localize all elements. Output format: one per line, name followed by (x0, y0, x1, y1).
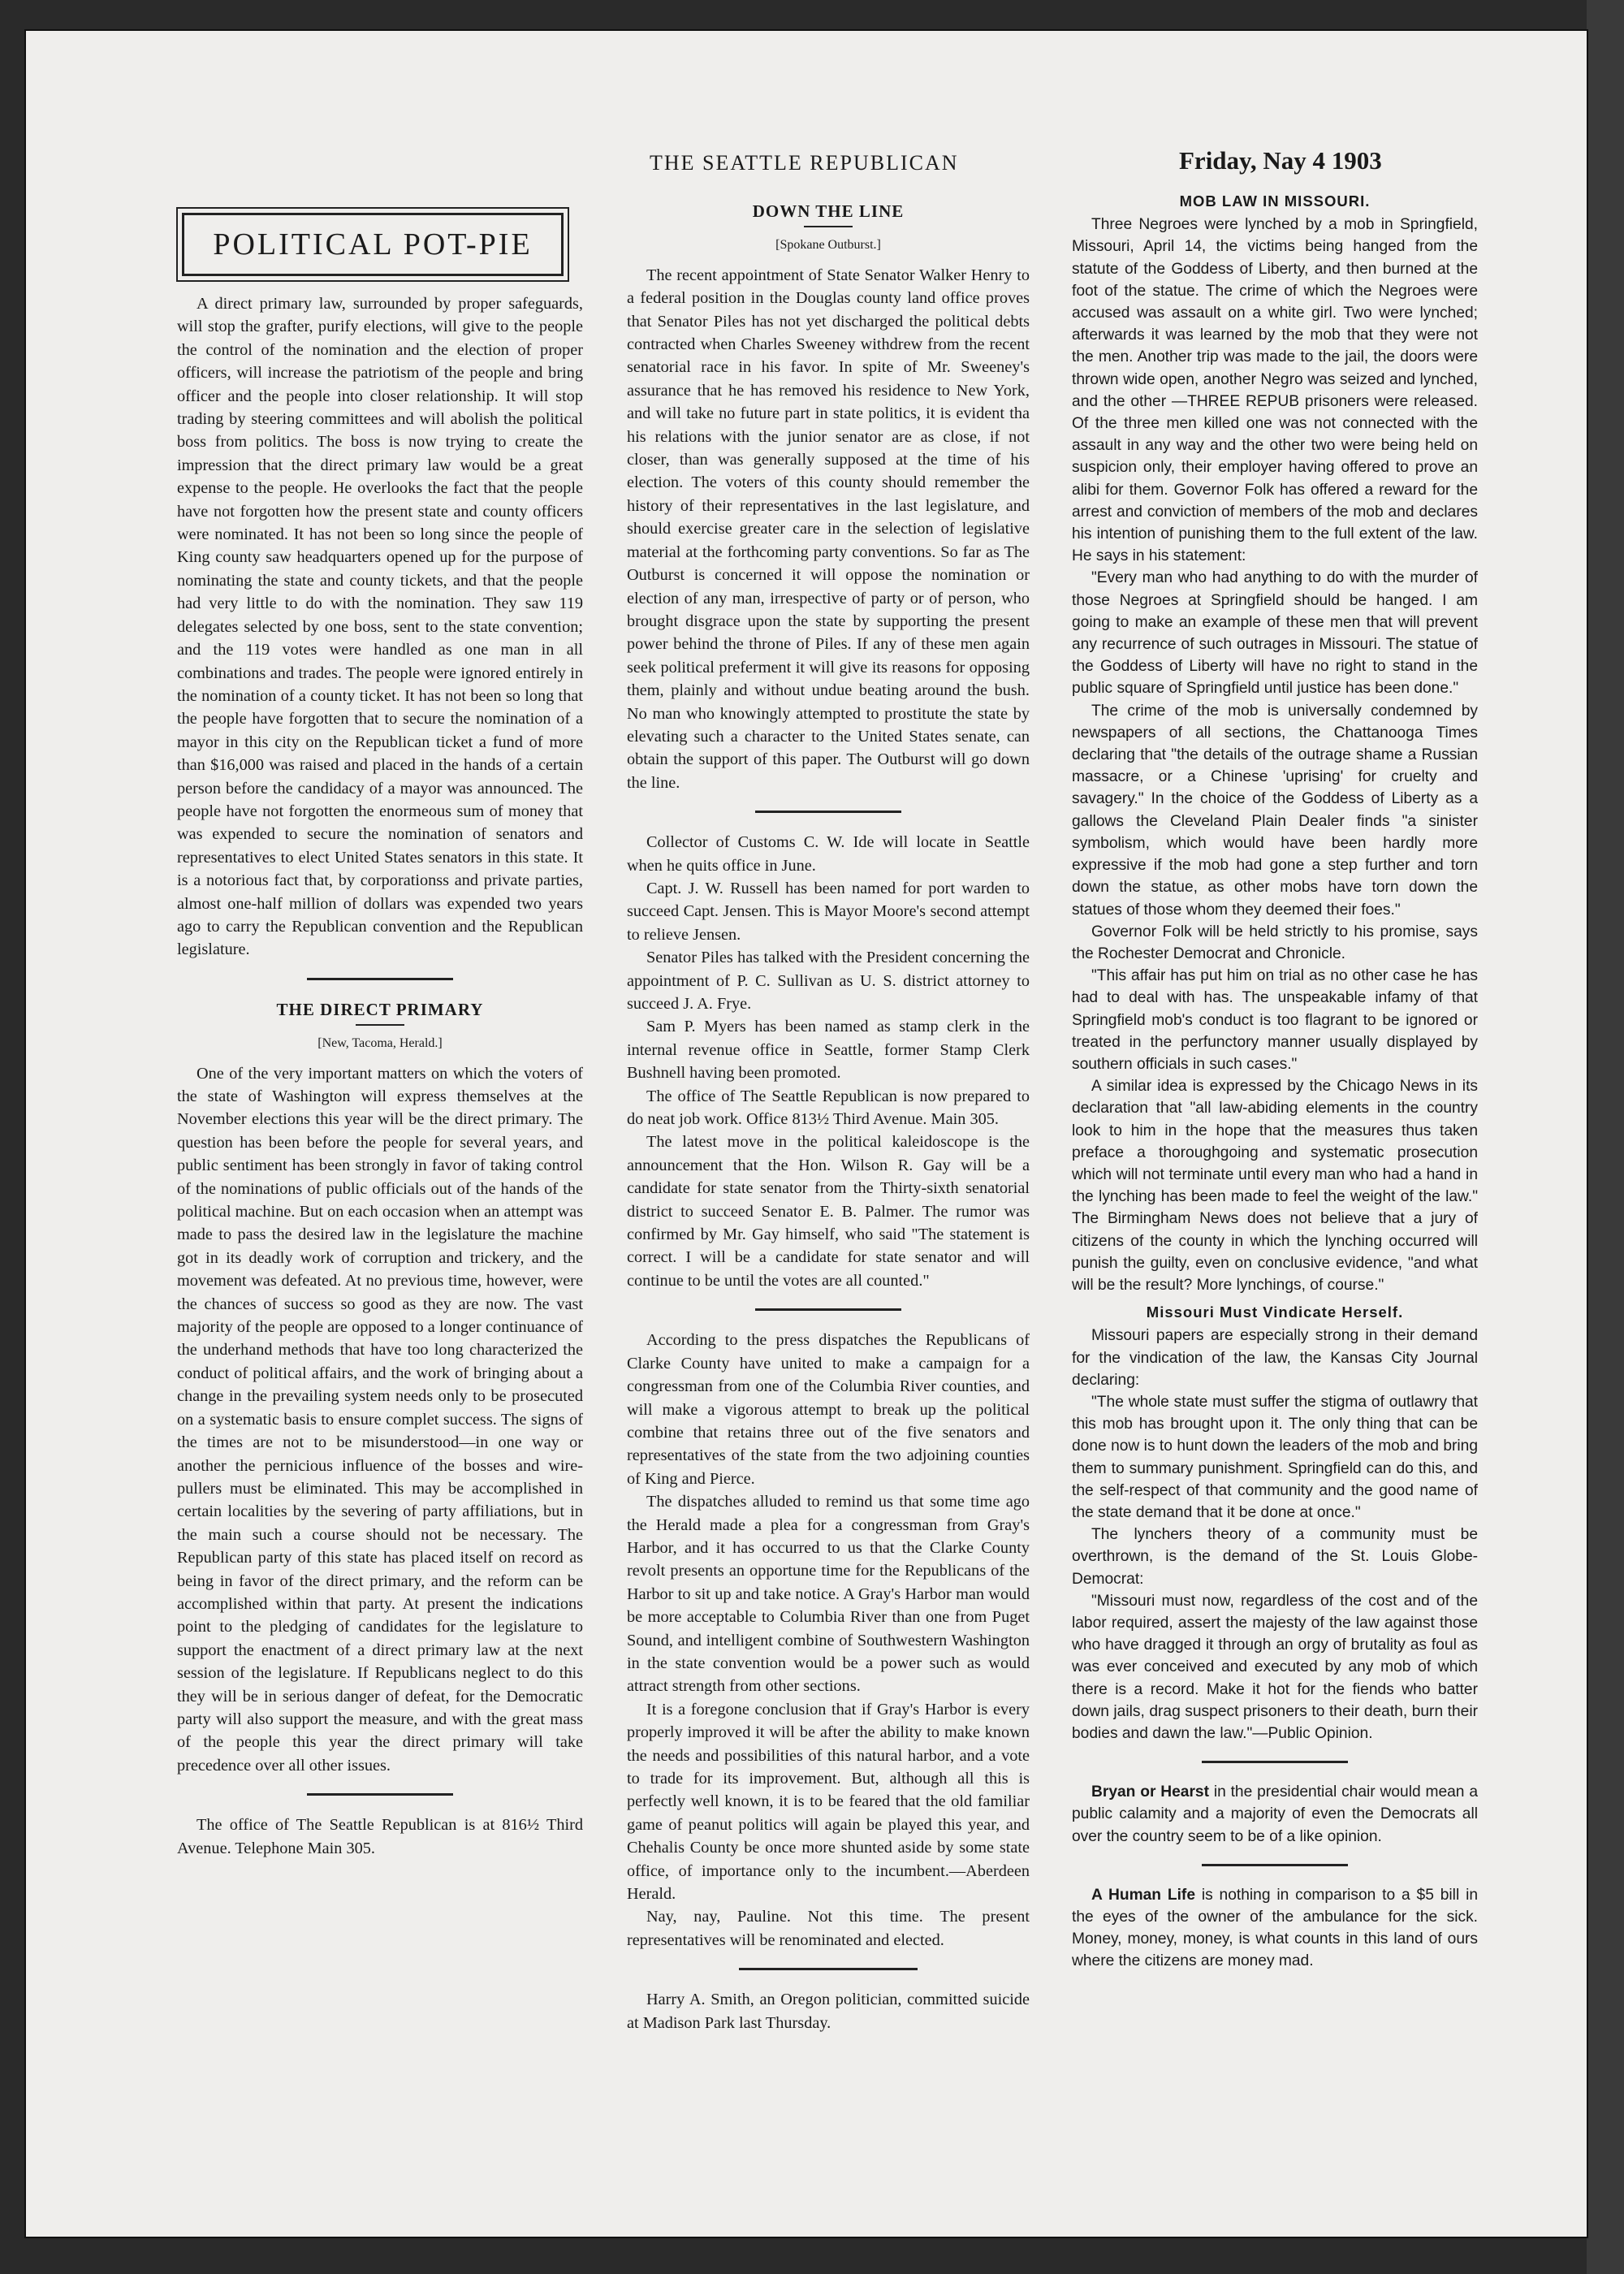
article-paragraph: A similar idea is expressed by the Chicago News in its declaration that "all law-abiding elements in the country look to him in the hope that the measures thus taken preface a thoroughgoing and systematic prosecution which will not terminate until every man who had a hand in the lynching has been made to feel the weight of the law." The Birmingham News does not believe that a jury of citizens of the county in which the lynching occurred will punish the guilty, even on conclusive evidence, "and what will be the result? More lynchings, of course." (1072, 1078, 1478, 1294)
divider (1202, 1864, 1348, 1866)
divider (356, 1024, 404, 1026)
column-1 (177, 195, 583, 1860)
news-item: The office of The Seattle Republican is now prepared to do neat job work. Office 813½ Third Avenue. Main 305. (627, 1087, 1030, 1129)
article-paragraph: "This affair has put him on trial as no other case he has had to deal with has. The unspeakable infamy of that Springfield mob's conduct is too flagrant to be ignored or treated in the perfunctory manner usually displayed by southern officials in such cases." (1072, 967, 1478, 1073)
article-paragraph: "The whole state must suffer the stigma of outlawry that this mob has brought upon it. The only thing that can be done now is to hunt down the leaders of the mob and bring them to summary punishment. Springfield can do this, and the self-respect of that community and the good name of the state demand that it be done at once." (1072, 1393, 1478, 1521)
article-paragraph: Three Negroes were lynched by a mob in Springfield, Missouri, April 14, the victims being hanged from the statute of the Goddess of Liberty, and then burned at the foot of the statue. The crime of which the Negroes were accused was assault on a white girl. Two were lynched; afterwards it was learned by the mob that they were not the men. Another trip was made to the jail, the doors were thrown wide open, another Negro was seized and lynched, and the other —THREE REPUB prisoners were released. Of the three men killed one was not connected with the assault in any way and the other two were being held on suspicion only, their employer having offered to prove an alibi for them. Governor Folk has offered a reward for the arrest and conviction of members of the mob and declares his intention of punishing them to the full extent of the law. He says in his statement: (1072, 216, 1478, 565)
article-body: One of the very important matters on which the voters of the state of Washington will express themselves at the November elections this year will be the direct primary. The question has been before the people for several years, and public sentiment has been strongly in favor of taking control of the nominations of public officials out of the hands of the political machine. But on each occasion when an attempt was made to pass the desired law in the legislature the machine got in its deadly work of corruption and trickery, and the movement was defeated. At no previous time, however, were the chances of success so good as they are now. The vast majority of the people are opposed to a longer continuance of the underhand methods that have too long characterized the conduct of political affairs, and the work of bringing about a change in the prevailing system needs only to be prosecuted on a systematic basis to ensure complet success. The signs of the times are not to be misunderstood—in one way or another the pernicious influence of the bosses and wire-pullers must be eliminated. This may be accomplished in certain localities by the severing of party affiliations, but in the main such a course should not be necessary. The Republican party of this state has placed itself on record as being in favor of the direct primary, and the reform can be accomplished within that party. At present the indications point to the pledging of candidates for the legislature to support the enactment of a direct primary law at the next session of the legislature. If Republicans neglect to do this they will be in serious danger of defeat, for the Democratic party will also support the measure, and with the great mass of the people this year the direct primary will take precedence over all other issues. (177, 1064, 583, 1775)
masthead-title: THE SEATTLE REPUBLICAN (650, 151, 959, 175)
article-headline: THE DIRECT PRIMARY (276, 999, 484, 1019)
article-paragraph: Governor Folk will be held strictly to his promise, says the Rochester Democrat and Chronicle. (1072, 923, 1478, 962)
divider (739, 1968, 918, 1970)
editorial-text: is nothing in comparison to a $5 bill in the eyes of the owner of the ambulance for the sick. Money, money, money, is what counts in this land of ours where the citizens are money mad. (1072, 1886, 1478, 1970)
divider (307, 978, 453, 980)
news-item: Nay, nay, Pauline. Not this time. The present representatives will be renominated and elected. (627, 1908, 1030, 1949)
article-headline: DOWN THE LINE (752, 201, 905, 221)
divider (307, 1793, 453, 1796)
office-notice: The office of The Seattle Republican is at 816½ Third Avenue. Telephone Main 305. (177, 1816, 583, 1857)
column-2 (627, 195, 1030, 2034)
divider (755, 811, 901, 813)
news-item: According to the press dispatches the Republicans of Clarke County have united to make a campaign for a congressman from one of the Columbia River counties, and will make a vigorous attempt to break up the political combine that retains three out of the five senators and representatives of the state from the two adjoining counties of King and Pierce. (627, 1331, 1030, 1488)
news-item: Collector of Customs C. W. Ide will locate in Seattle when he quits office in June. (627, 833, 1030, 875)
news-item: Capt. J. W. Russell has been named for port warden to succeed Capt. Jensen. This is Mayor Moore's second attempt to relieve Jensen. (627, 879, 1030, 944)
editorial-lead: A Human Life (1091, 1886, 1195, 1904)
article-paragraph: "Every man who had anything to do with the murder of those Negroes at Springfield should be hanged. I am going to make an example of these men that will prevent any recurrence of such outrages in Missouri. The statue of the Goddess of Liberty will have no right to stand in the public square of Springfield until justice has been done." (1072, 569, 1478, 698)
news-item: Harry A. Smith, an Oregon politician, committed suicide at Madison Park last Thursday. (627, 1991, 1030, 2032)
article-source: [Spokane Outburst.] (775, 238, 881, 253)
masthead-date: Friday, Nay 4 1903 (1179, 146, 1382, 175)
divider (1202, 1761, 1348, 1763)
news-item: Senator Piles has talked with the President concerning the appointment of P. C. Sullivan as U. S. district attorney to succeed J. A. Frye. (627, 949, 1030, 1013)
divider (755, 1308, 901, 1311)
column-3 (1072, 185, 1478, 1973)
news-item: Sam P. Myers has been named as stamp clerk in the internal revenue office in Seattle, former Stamp Clerk Bushnell having been promoted. (627, 1018, 1030, 1083)
scan-edge (1587, 0, 1624, 2274)
editorial-item (1072, 1884, 1478, 1973)
article-body: The recent appointment of State Senator Walker Henry to a federal position in the Douglas county land office proves that Senator Piles has not yet discharged the political debts contracted when Charles Sweeney withdrew from the recent senatorial race in his favor. In spite of Mr. Sweeney's assurance that he has removed his residence to New York, and will take no future part in state politics, it is evident tha his relations with the junior senator are as close, if not closer, than was generally supposed at the time of his election. The voters of this county should remember the history of their representatives in the last legislature, and should exercise greater care in the selection of legislative material at the forthcoming party conventions. So far as The Outburst is concerned it will oppose the nomination or election of any man, irrespective of party or of person, who brought disgrace upon the state by supporting the present power behind the throne of Piles. If any of these men again seek political preferment it will give its reasons for opposing them, plainly and without undue beating around the bush. No man who knowingly attempted to prostitute the state by elevating such a character to the United States senate, can obtain the support of this paper. The Outburst will go down the line. (627, 266, 1030, 792)
article-paragraph: The crime of the mob is universally condemned by newspapers of all sections, the Chattanooga Times declaring that "the details of the outrage shame a Russian massacre, or a Chinese 'uprising' for cruelty and savagery." In the choice of the Goddess of Liberty as a gallows the Cleveland Plain Dealer finds "a sinister symbolism, which would have been hardly more expressive if the mob had gone a step further and torn down the statue, as other mobs have torn down the statues of those whom they deemed their foes." (1072, 702, 1478, 919)
divider (804, 226, 853, 227)
article-subheadline: Missouri Must Vindicate Herself. (1146, 1303, 1404, 1321)
article-source: [New, Tacoma, Herald.] (317, 1036, 443, 1051)
article-paragraph: Missouri papers are especially strong in their demand for the vindication of the law, the Kansas City Journal declaring: (1072, 1327, 1478, 1389)
article-paragraph: The lynchers theory of a community must be overthrown, is the demand of the St. Louis Globe-Democrat: (1072, 1526, 1478, 1588)
news-item: It is a foregone conclusion that if Gray's Harbor is every properly improved it will be after the ability to make known the needs and possibilities of this natural harbor, and a vote to trade for its improvement. But, although all this is perfectly well known, it is to be feared that the old familiar game of peanut politics will again be played this year, and Chehalis County be once more shunted aside by some state office, of importance only to the incumbent.—Aberdeen Herald. (627, 1700, 1030, 1904)
news-item: The latest move in the political kaleidoscope is the announcement that the Hon. Wilson R. Gay will be a candidate for state senator from the Thirty-sixth senatorial district to succeed Senator E. B. Palmer. The rumor was confirmed by Mr. Gay himself, who said "The statement is correct. I will be a candidate for state senator and will continue to be until the votes are all counted." (627, 1133, 1030, 1290)
news-item: The dispatches alluded to remind us that some time ago the Herald made a plea for a congressman from Gray's Harbor, and it has occurred to us that the Clarke County revolt presents an opportune time for the Republicans of the Harbor to sit up and take notice. A Gray's Harbor man would be more acceptable to Columbia River than one from Puget Sound, and intelligent combine of Southwestern Washington in the state convention would be a power such as would attract strength from other sections. (627, 1493, 1030, 1696)
editorial-text: in the presidential chair would mean a public calamity and a majority of even the Democrats all over the country seem to be of a like opinion. (1072, 1783, 1478, 1845)
section-banner: POLITICAL POT-PIE (182, 213, 564, 276)
editorial-lead: Bryan or Hearst (1091, 1783, 1209, 1801)
article-headline: MOB LAW IN MISSOURI. (1179, 192, 1371, 210)
article-paragraph: "Missouri must now, regardless of the cost and of the labor required, assert the majesty of the law against those who have dragged it through an orgy of brutality as foul as was ever conceived and executed by any mob of which there is a record. Make it hot for the fiends who batter down jails, drag suspect prisoners to their death, burn their bodies and dawn the law."—Public Opinion. (1072, 1592, 1478, 1743)
intro-paragraph: A direct primary law, surrounded by proper safeguards, will stop the grafter, purify elections, will give to the people the control of the nomination and the election of proper officers, will increase the patriotism of the people and bring officer and the people into closer relationship. It will stop trading by steering committees and will abolish the political boss from politics. The boss is now trying to create the impression that the direct primary law would be a great expense to the people. He overlooks the fact that the people have not forgotten how the present state and county officers were nominated. It has not been so long since the people of King county saw headquarters opened up for the purpose of nominating the state and county tickets, and that the people had very little to do with the nomination. They saw 119 delegates selected by one boss, sent to the state convention; and the 119 votes were handled as one man in all combinations and trades. The people were ignored entirely in the nomination of a county ticket. It has not been so long that the people have forgotten that to secure the nomination of a mayor in this city on the Republican ticket a fund of more than $16,000 was raised and placed in the hands of a certain person before the candidacy of a mayor was announced. The people have not forgotten the enormeous sum of money that was expended to secure the nomination of senators and representatives to elect United States senators in this state. It is a notorious fact that, by corporationss and private parties, almost one-half million of dollars was expended two years ago to carry the Republican convention and the Republican legislature. (177, 295, 583, 959)
editorial-item (1072, 1781, 1478, 1848)
